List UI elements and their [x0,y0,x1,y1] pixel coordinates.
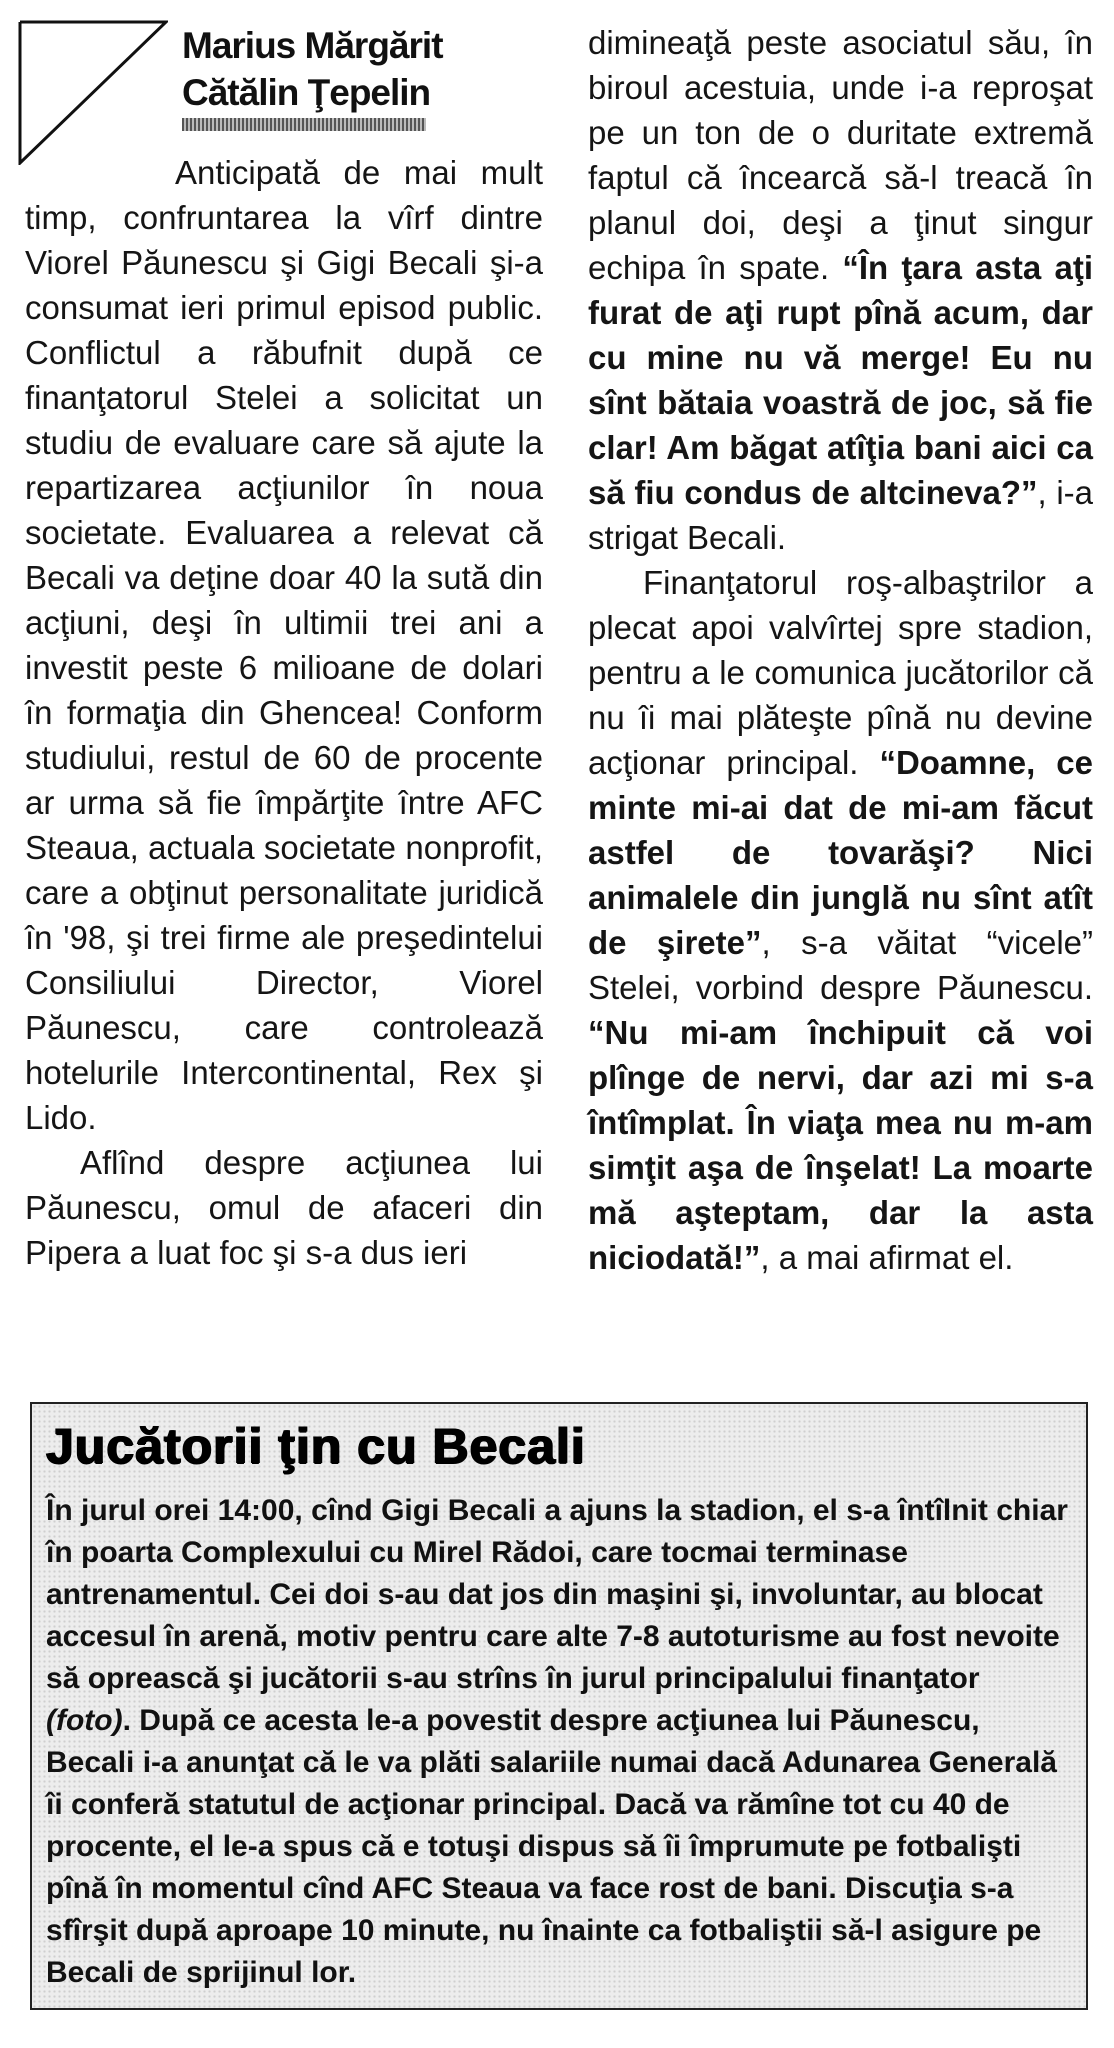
article-text: , i-a strigat Becali. [588,474,1094,556]
sidebar-text: În jurul orei 14:00, cînd Gigi Becali a ajuns la stadion, el s-a întîlnit chiar în poarta Complexului cu Mirel Rădoi, care tocmai terminase antrenamentul. Cei doi s-au dat jos din maşini şi, involuntar, au blocat accesul în arenă, motiv pentru care alte 7-8 autoturisme au fost nevoite să oprească şi jucătorii s-au strîns în jurul principalului finanţator [46,1494,1068,1695]
becali-quote: “Doamne, ce minte mi-ai dat de mi-am făcut astfel de tovarăşi? Nici animalele din junglă nu sînt atît de şirete” [588,744,1093,961]
becali-quote: “În ţara asta aţi furat de aţi rupt pînă acum, dar cu mine nu vă merge! Eu nu sînt bătaia voastră de joc, să fie clar! Am băgat atîţia bani aici ca să fiu condus de altcineva?” [588,249,1093,511]
author-name: Marius Mărgărit [182,25,443,66]
corner-triangle-ornament [18,20,168,165]
author-name: Cătălin Ţepelin [182,72,431,113]
article-paragraph [588,20,1093,560]
article-paragraph [588,560,1093,1280]
byline [182,22,542,116]
sidebar-body [46,1490,1072,1994]
article-column-left [25,150,543,1275]
article-column-right [588,20,1093,1280]
article-text: Finanţatorul roş-albaştrilor a plecat apoi valvîrtej spre stadion, pentru a le comunica jucătorilor că nu îi mai plăteşte pînă nu devine acţionar principal. [588,564,1093,781]
sidebar-title: Jucătorii ţin cu Becali [46,1418,586,1474]
article-text: dimineaţă peste asociatul său, în biroul acestuia, unde i-a reproşat pe un ton de o duritate extremă faptul că încearcă să-l treacă în planul doi, deşi a ţinut singur echipa în spate. [588,24,1093,286]
article-text: , a mai afirmat el. [760,1239,1014,1276]
article-text: , s-a văitat “vicele” Stelei, vorbind despre Păunescu. [588,924,1093,1006]
sidebar-text: . După ce acesta le-a povestit despre acţiunea lui Păunescu, Becali i-a anunţat că le va plăti salariile numai dacă Adunarea Generală îi conferă statutul de acţionar principal. Dacă va rămîne tot cu 40 de procente, el le-a spus că e totuşi dispus să îi împrumute pe fotbalişti pînă în momentul cînd AFC Steaua va face rost de bani. Discuţia s-a sfîrşit după aproape 10 minute, nu înainte ca fotbaliştii să-l asigure pe Becali de sprijinul lor. [46,1704,1057,1989]
sidebar-box [30,1402,1088,2010]
article-paragraph: Anticipată de mai mult timp, confruntarea la vîrf dintre Viorel Păunescu şi Gigi Becali şi-a consumat ieri primul episod public. Conflictul a răbufnit după ce finanţatorul Stelei a solicitat un studiu de evaluare care să ajute la repartizarea acţiunilor în noua societate. Evaluarea a relevat că Becali va deţine doar 40 la sută din acţiuni, deşi în ultimii trei ani a investit peste 6 milioane de dolari în formaţia din Ghencea! Conform studiului, restul de 60 de procente ar urma să fie împărţite între AFC Steaua, actuala societate nonprofit, care a obţinut personalitate juridică în '98, şi trei firme ale preşedintelui Consiliului Director, Viorel Păunescu, care controlează hotelurile Intercontinental, Rex şi Lido. [25,154,543,1136]
article-paragraph: Aflînd despre acţiunea lui Păunescu, omul de afaceri din Pipera a luat foc şi s-a dus ieri [25,1144,543,1271]
photo-reference: (foto) [46,1704,123,1737]
byline-rule [182,118,426,131]
becali-quote: “Nu mi-am închipuit că voi plînge de nervi, dar azi mi s-a întîmplat. În viaţa mea nu m-am simţit aşa de înşelat! La moarte mă aşteptam, dar la asta niciodată!” [588,1014,1093,1276]
